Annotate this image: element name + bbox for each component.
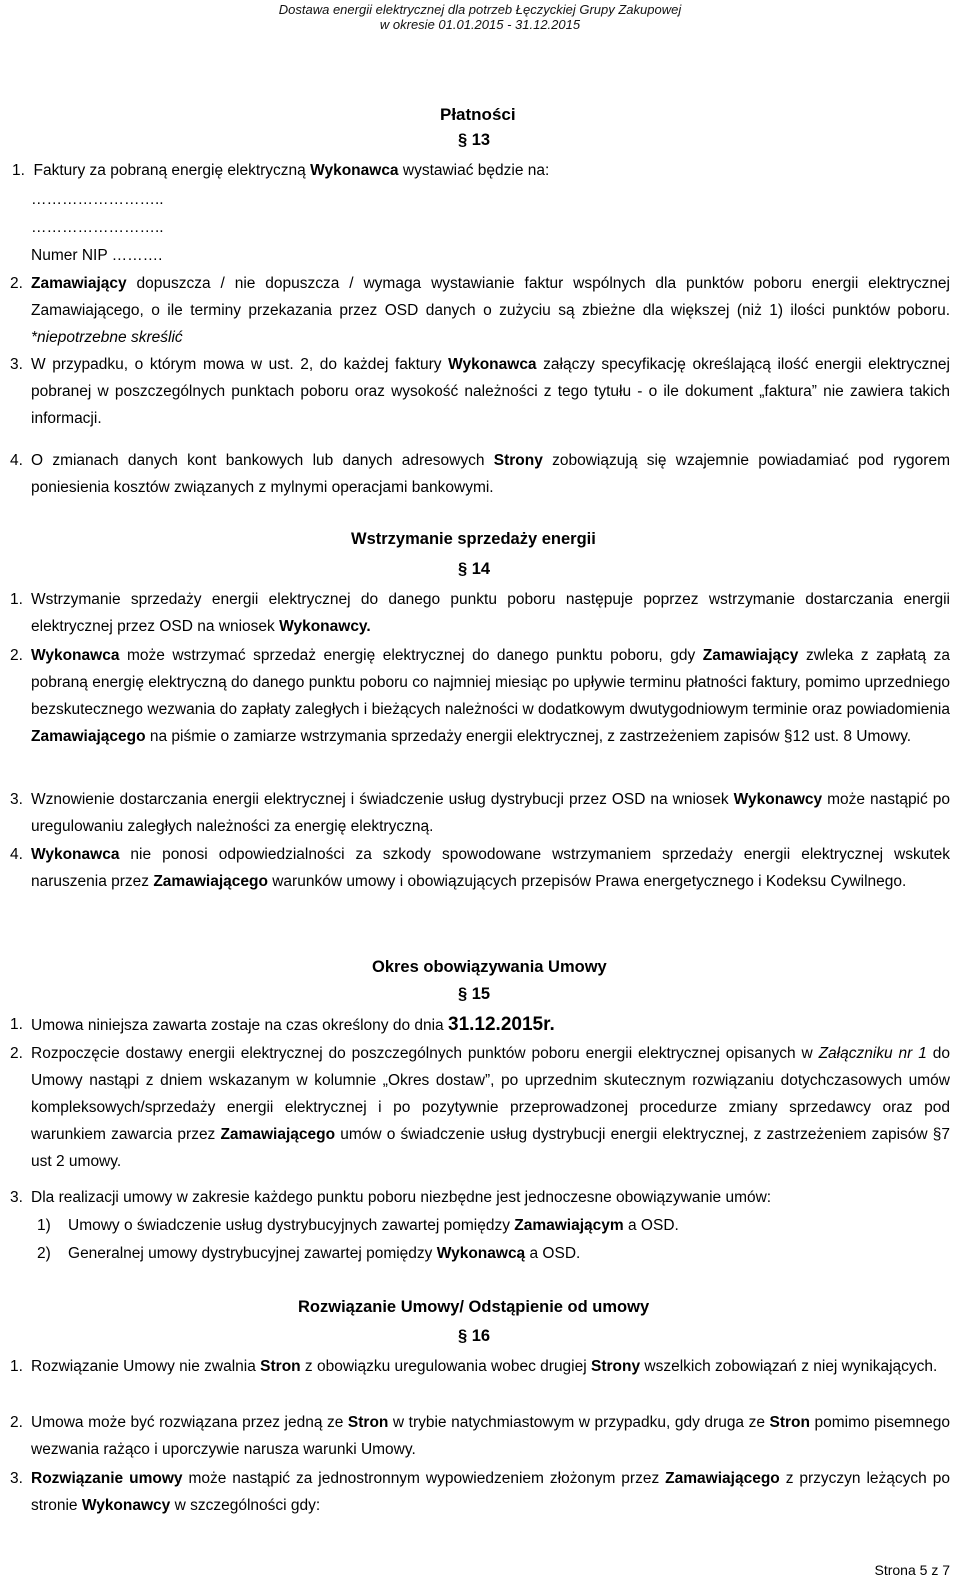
- header-line-2: w okresie 01.01.2015 - 31.12.2015: [379, 17, 581, 32]
- sec14-item-2-num: 2.: [10, 647, 23, 664]
- sec16-item-3: Rozwiązanie umowy może nastąpić za jednostronnym wypowiedzeniem złożonym przez Zamawiającego z przyczyn leżących po stronie Wykonawcy w szczególności gdy:: [31, 1470, 950, 1514]
- sec15-subitem-2: 2) Generalnej umowy dystrybucyjnej zawartej pomiędzy Wykonawcą a OSD.: [37, 1245, 581, 1262]
- sec16-item-1: Rozwiązanie Umowy nie zwalnia Stron z obowiązku uregulowania wobec drugiej Strony wszelkich zobowiązań z niej wynikających.: [31, 1358, 938, 1375]
- sec14-item-3: Wznowienie dostarczania energii elektrycznej i świadczenie usług dystrybucji przez OSD na wniosek Wykonawcy może nastąpić po uregulowaniu zaległych należności za energię elektryczną.: [31, 791, 950, 835]
- sec15-item-1: Umowa niniejsza zawarta zostaje na czas określony do dnia 31.12.2015r.: [31, 1014, 555, 1035]
- sec13-blank-2: ……………………..: [31, 219, 164, 236]
- section-14-paragraph: § 14: [458, 560, 491, 578]
- sec13-item-3: W przypadku, o którym mowa w ust. 2, do każdej faktury Wykonawca załączy specyfikację określającą ilość energii elektrycznej pobranej w poszczególnych punktach poboru oraz wysokość należności z tego tytułu - o ile dokument „faktura” nie zawiera takich informacji.: [31, 356, 951, 427]
- sec13-nip: Numer NIP ……….: [31, 247, 163, 264]
- section-14-title: Wstrzymanie sprzedaży energii: [351, 530, 596, 548]
- section-15-paragraph: § 15: [458, 985, 491, 1003]
- sec13-item-2-num: 2.: [10, 275, 23, 292]
- sec16-item-1-num: 1.: [10, 1358, 23, 1375]
- sec13-item-2: Zamawiający dopuszcza / nie dopuszcza / wymaga wystawianie faktur wspólnych dla punktów poboru energii elektrycznej Zamawiającego, o ile terminy przekazania przez OSD danych o zużyciu są zbieżne dla większej (niż 1) ilości punktów poboru. *niepotrzebne skreślić: [31, 275, 950, 346]
- sec15-item-3: Dla realizacji umowy w zakresie każdego punktu poboru niezbędne jest jednoczesne obowiązywanie umów:: [31, 1189, 772, 1206]
- sec14-item-4: Wykonawca nie ponosi odpowiedzialności za szkody spowodowane wstrzymaniem sprzedaży energii elektrycznej wskutek naruszenia przez Zamawiającego warunków umowy i obowiązujących przepisów Prawa energetycznego i Kodeksu Cywilnego.: [31, 846, 950, 890]
- section-16-title: Rozwiązanie Umowy/ Odstąpienie od umowy: [298, 1298, 650, 1316]
- sec13-item-4-num: 4.: [10, 452, 23, 469]
- sec15-subitem-1: 1) Umowy o świadczenie usług dystrybucyjnych zawartej pomiędzy Zamawiającym a OSD.: [37, 1217, 679, 1234]
- sec14-item-1: Wstrzymanie sprzedaży energii elektrycznej do danego punktu poboru następuje poprzez wstrzymanie dostarczania energii elektrycznej przez OSD na wniosek Wykonawcy.: [31, 591, 950, 635]
- sec15-item-2-num: 2.: [10, 1045, 23, 1062]
- section-13-paragraph: § 13: [458, 131, 491, 149]
- sec15-item-1-num: 1.: [10, 1016, 23, 1033]
- sec15-item-3-num: 3.: [10, 1189, 23, 1206]
- sec14-item-3-num: 3.: [10, 791, 23, 808]
- sec13-item-4: O zmianach danych kont bankowych lub danych adresowych Strony zobowiązują się wzajemnie powiadamiać pod rygorem poniesienia kosztów związanych z mylnymi operacjami bankowymi.: [31, 452, 950, 496]
- sec13-item-1: 1. Faktury za pobraną energię elektryczną Wykonawca wystawiać będzie na:: [12, 162, 550, 179]
- section-15-title: Okres obowiązywania Umowy: [372, 958, 607, 976]
- section-13-title: Płatności: [440, 105, 516, 124]
- sec16-item-3-num: 3.: [10, 1470, 23, 1487]
- section-16-paragraph: § 16: [458, 1327, 491, 1345]
- sec13-item-3-num: 3.: [10, 356, 23, 373]
- page-number: Strona 5 z 7: [874, 1562, 950, 1578]
- sec14-item-4-num: 4.: [10, 846, 23, 863]
- sec16-item-2-num: 2.: [10, 1414, 23, 1431]
- sec15-item-2: Rozpoczęcie dostawy energii elektrycznej do poszczególnych punktów poboru energii elektrycznej opisanych w Załączniku nr 1 do Umowy nastąpi z dniem wskazanym w kolumnie „Okres dostaw”, po uprzednim skutecznym rozwiązaniu dotychczasowych umów kompleksowych/sprzedaży energii elektrycznej i po pozytywnie przeprowadzonej procedurze zmiany sprzedawcy oraz pod warunkiem zawarcia przez Zamawiającego umów o świadczenie usług dystrybucji energii elektrycznej, z zastrzeżeniem zapisów §7 ust 2 umowy.: [31, 1045, 950, 1170]
- header-line-1: Dostawa energii elektrycznej dla potrzeb Łęczyckiej Grupy Zakupowej: [278, 2, 682, 17]
- sec14-item-2: Wykonawca może wstrzymać sprzedaż energię elektrycznej do danego punktu poboru, gdy Zamawiający zwleka z zapłatą za pobraną energię elektryczną do danego punktu poboru co najmniej miesiąc po upływie terminu płatności faktury, pomimo uprzedniego bezskutecznego wezwania do zapłaty zaległych i bieżących należności w dodatkowym dwutygodniowym terminie oraz powiadomienia Zamawiającego na piśmie o zamiarze wstrzymania sprzedaży energii elektrycznej, z zastrzeżeniem zapisów §12 ust. 8 Umowy.: [31, 647, 950, 745]
- sec14-item-1-num: 1.: [10, 591, 23, 608]
- sec16-item-2: Umowa może być rozwiązana przez jedną ze Stron w trybie natychmiastowym w przypadku, gdy druga ze Stron pomimo pisemnego wezwania rażąco i uporczywie narusza warunki Umowy.: [31, 1414, 950, 1458]
- sec13-blank-1: ……………………..: [31, 191, 164, 208]
